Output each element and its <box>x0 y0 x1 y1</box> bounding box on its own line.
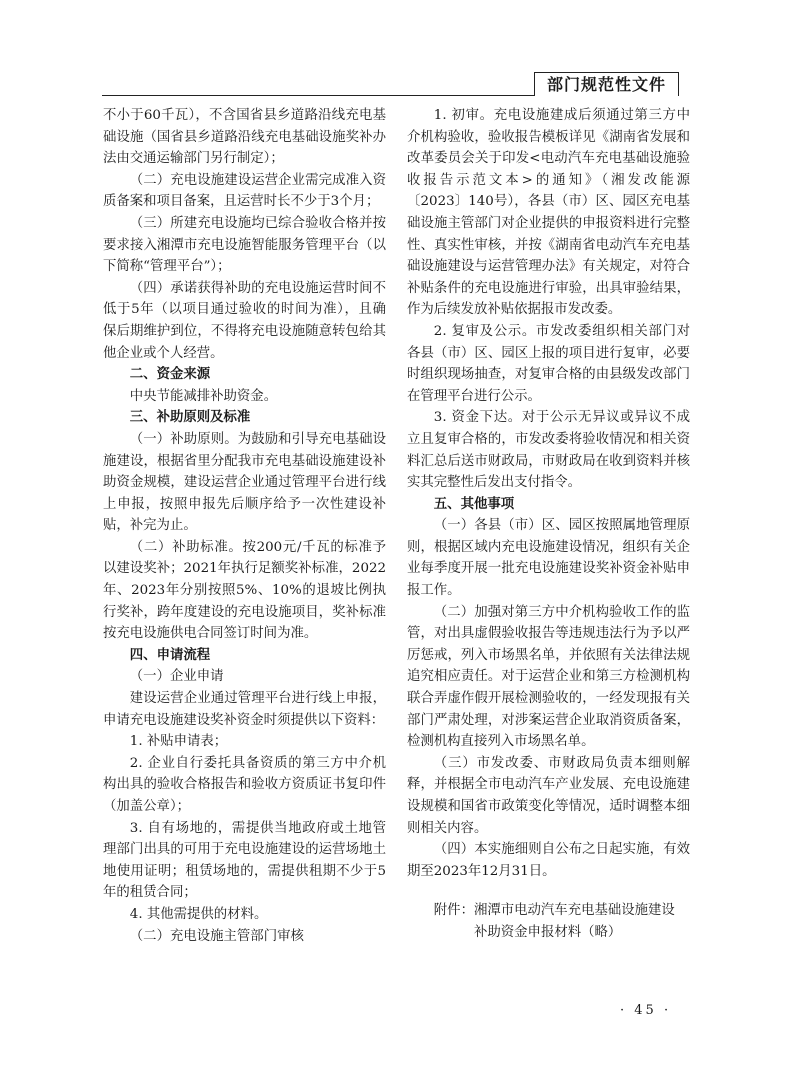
section-heading: 五、其他事项 <box>433 495 515 512</box>
right-column <box>407 105 690 944</box>
body-paragraph: 2. 复审及公示。市发改委组织相关部门对各县（市）区、园区上报的项目进行复审，必要时组织现场抽查，对复审合格的由县级发改部门在管理平台进行公示。 <box>407 323 690 404</box>
section-label: 部门规范性文件 <box>534 72 679 96</box>
body-paragraph: （一）企业申请 <box>129 669 224 685</box>
page-number: · 45 · <box>620 1003 672 1018</box>
body-paragraph: （三）所建充电设施均已综合验收合格并按要求接入湘潭市充电设施智能服务管理平台（以下简称“管理平台”）； <box>103 215 386 275</box>
body-paragraph: 建设运营企业通过管理平台进行线上申报，申请充电设施建设奖补资金时须提供以下资料： <box>103 691 386 728</box>
body-paragraph: 1. 初审。充电设施建成后须通过第三方中介机构验收，验收报告模板详见《湖南省发展和改革委员会关于印发<电动汽车充电基础设施验收报告示范文本>的通知》（湘发改能源〔2023〕140号），各县（市）区、园区充电基础设施主管部门对企业提供的申报资料进行完整性、真实性审核，并按《湖南省电动汽车充电基础设施建设与运营管理办法》有关规定，对符合补贴条件的充电设施进行审验，出具审验结果，作为后续发放补贴依据报市发改委。 <box>407 108 690 318</box>
body-paragraph: （二）充电设施建设运营企业需完成准入资质备案和项目备案，且运营时长不少于3个月； <box>103 172 386 210</box>
body-paragraph: 1. 补贴申请表； <box>129 734 228 750</box>
body-paragraph: （四）本实施细则自公布之日起实施，有效期至2023年12月31日。 <box>407 842 690 879</box>
body-paragraph: 不小于60千瓦），不含国省县乡道路沿线充电基础设施（国省县乡道路沿线充电基础设施奖补办法由交通运输部门另行制定）； <box>103 108 386 167</box>
body-paragraph: 3. 资金下达。对于公示无异议或异议不成立且复审合格的，市发改委将验收情况和相关资料汇总后送市财政局，市财政局在收到资料并核实其完整性后发出支付指令。 <box>407 410 690 491</box>
body-paragraph: 2. 企业自行委托具备资质的第三方中介机构出具的验收合格报告和验收方资质证书复印件（加盖公章）； <box>103 755 386 814</box>
body-paragraph: （一）各县（市）区、园区按照属地管理原则，根据区域内充电设施建设情况，组织有关企业每季度开展一批充电设施建设奖补资金补贴申报工作。 <box>407 518 690 599</box>
attachment-line1: 湘潭市电动汽车充电基础设施建设 <box>473 903 675 919</box>
section-heading: 二、资金来源 <box>129 366 211 383</box>
attachment-note <box>407 900 690 943</box>
body-paragraph: 4. 其他需提供的材料。 <box>129 906 268 922</box>
section-heading: 三、补助原则及标准 <box>129 409 251 426</box>
page-header <box>0 68 793 96</box>
body-paragraph: 中央节能减排补助资金。 <box>129 388 278 404</box>
body-paragraph: （三）市发改委、市财政局负责本细则解释，并根据全市电动汽车产业发展、充电设施建设规模和国省市政策变化等情况，适时调整本细则相关内容。 <box>407 755 690 836</box>
attachment-label: 附件： <box>433 903 474 919</box>
body-paragraph: （二）充电设施主管部门审核 <box>129 928 304 944</box>
attachment-line2: 补助资金申报材料（略） <box>474 924 622 940</box>
body-paragraph: （二）加强对第三方中介机构验收工作的监管，对出具虚假验收报告等违规违法行为予以严厉惩戒，列入市场黑名单，并依照有关法律法规追究相应责任。对于运营企业和第三方检测机构联合弄虚作假开展检测验收的，一经发现报有关部门严肃处理，对涉案运营企业取消资质备案，检测机构直接列入市场黑名单。 <box>407 604 690 750</box>
left-column <box>103 105 386 947</box>
body-paragraph: （一）补助原则。为鼓励和引导充电基础设施建设，根据省里分配我市充电基础设施建设补助资金规模，建设运营企业通过管理平台进行线上申报，按照申报先后顺序给予一次性建设补贴，补完为止。 <box>103 431 386 534</box>
body-paragraph: （四）承诺获得补助的充电设施运营时间不低于5年（以项目通过验收的时间为准），且确保后期维护到位，不得将充电设施随意转包给其他企业或个人经营。 <box>103 280 386 361</box>
body-paragraph: 3. 自有场地的，需提供当地政府或土地管理部门出具的可用于充电设施建设的运营场地土地使用证明；租赁场地的，需提供租期不少于5年的租赁合同； <box>103 820 386 901</box>
body-paragraph: （二）补助标准。按200元/千瓦的标准予以建设奖补；2021年执行足额奖补标准，2022年、2023年分别按照5%、10%的退坡比例执行奖补，跨年度建设的充电设施项目，奖补标准按充电设施供电合同签订时间为准。 <box>103 539 386 642</box>
section-heading: 四、申请流程 <box>129 646 211 663</box>
